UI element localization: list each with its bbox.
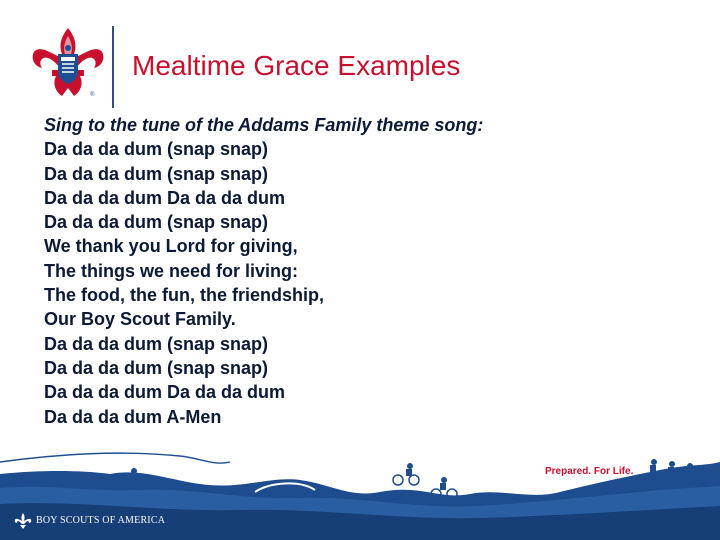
- grace-lyrics: [44, 113, 664, 429]
- lyrics-line: The food, the fun, the friendship,: [44, 285, 324, 306]
- lyrics-line: Da da da dum (snap snap): [44, 357, 269, 378]
- footer-brand: BOY SCOUTS OF AMERICA: [36, 515, 166, 526]
- lyrics-line: Da da da dum (snap snap): [44, 212, 269, 233]
- lyrics-line: Da da da dum Da da da dum: [44, 187, 286, 208]
- lyrics-line: Da da da dum (snap snap): [44, 139, 269, 160]
- lyrics-intro: Sing to the tune of the Addams Family theme song:: [44, 115, 484, 135]
- lyrics-line: Da da da dum (snap snap): [44, 333, 269, 354]
- lyrics-line: Our Boy Scout Family.: [44, 309, 236, 330]
- tagline: Prepared. For Life.: [545, 466, 634, 477]
- lyrics-line: The things we need for living:: [44, 260, 299, 281]
- slide-title: Mealtime Grace Examples: [132, 50, 461, 81]
- bsa-fleur-de-lis-icon: [30, 26, 106, 100]
- lyrics-line: Da da da dum (snap snap): [44, 163, 269, 184]
- lyrics-line: We thank you Lord for giving,: [44, 236, 298, 257]
- lyrics-line: Da da da dum A-Men: [44, 406, 222, 427]
- bsa-fleur-de-lis-icon: [14, 512, 32, 530]
- header-divider: [112, 26, 114, 108]
- lyrics-line: Da da da dum Da da da dum: [44, 382, 286, 403]
- svg-text:®: ®: [90, 92, 95, 98]
